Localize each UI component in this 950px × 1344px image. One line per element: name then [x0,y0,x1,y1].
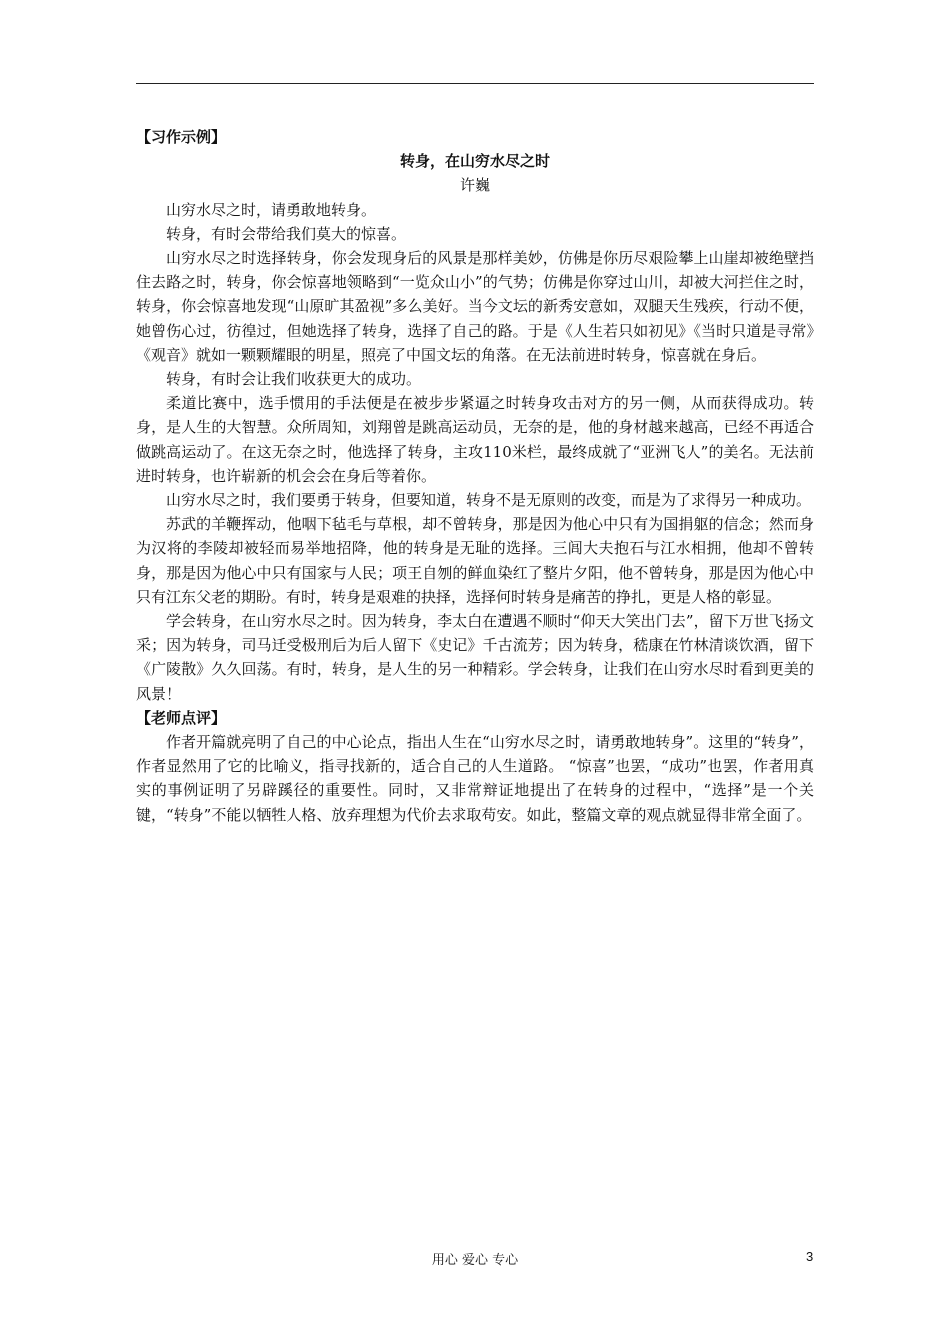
footer-motto: 用心 爱心 专心 [431,1253,519,1268]
essay-paragraph: 苏武的羊鞭挥动，他咽下毡毛与草根，却不曾转身，那是因为他心中只有为国捐躯的信念；然而身为汉将的李陵却被轻而易举地招降，他的转身是无耻的选择。三闾大夫抱石与江水相拥，他却不曾转身，那是因为他心中只有国家与人民；项王自刎的鲜血染红了整片夕阳，他不曾转身，那是因为他心中只有江东父老的期盼。有时，转身是艰难的抉择，选择何时转身是痛苦的挣扎，更是人格的彰显。 [136,515,814,606]
essay-author: 许巍 [459,176,490,195]
page-number: 3 [806,1249,814,1264]
comment-paragraph: 作者开篇就亮明了自己的中心论点，指出人生在“山穷水尽之时，请勇敢地转身”。这里的“转身”，作者显然用了它的比喻义，指寻找新的，适合自己的人生道路。 “惊喜”也罢，“成功”也罢，作者用真实的事例证明了另辟蹊径的重要性。同时，又非常辩证地提出了在转身的过程中，“选择”是一个关键，“转身”不能以牺牲人格、放弃理想为代价去求取苟安。如此，整篇文章的观点就显得非常全面了。 [136,733,814,824]
essay-paragraph: 柔道比赛中，选手惯用的手法便是在被步步紧逼之时转身攻击对方的另一侧，从而获得成功。转身，是人生的大智慧。众所周知，刘翔曾是跳高运动员，无奈的是，他的身材越来越高，已经不再适合做跳高运动了。在这无奈之时，他选择了转身，主攻110米栏，最终成就了“亚洲飞人”的美名。无法前进时转身，也许崭新的机会会在身后等着你。 [136,394,814,485]
essay-title: 转身，在山穷水尽之时 [399,152,550,171]
essay-paragraph: 山穷水尽之时，请勇敢地转身。 [166,200,377,219]
document-body [136,125,814,827]
essay-paragraph: 山穷水尽之时选择转身，你会发现身后的风景是那样美妙，仿佛是你历尽艰险攀上山崖却被绝壁挡住去路之时，转身，你会惊喜地领略到“一览众山小”的气势；仿佛是你穿过山川，却被大河拦住之时，转身，你会惊喜地发现“山原旷其盈视”多么美好。当今文坛的新秀安意如，双腿天生残疾，行动不便，她曾伤心过，彷徨过，但她选择了转身，选择了自己的路。于是《人生若只如初见》《当时只道是寻常》《观音》就如一颗颗耀眼的明星，照亮了中国文坛的角落。在无法前进时转身，惊喜就在身后。 [136,249,814,364]
section-comment-heading: 【老师点评】 [136,708,227,727]
section-example-heading: 【习作示例】 [136,128,227,146]
essay-paragraph: 山穷水尽之时，我们要勇于转身，但要知道，转身不是无原则的改变，而是为了求得另一种成功。 [166,491,812,510]
header-rule [136,83,814,84]
essay-paragraph: 转身，有时会带给我们莫大的惊喜。 [166,224,407,243]
essay-paragraph: 转身，有时会让我们收获更大的成功。 [166,370,422,389]
essay-paragraph: 学会转身，在山穷水尽之时。因为转身，李太白在遭遇不顺时“仰天大笑出门去”，留下万世飞扬文采；因为转身，司马迁受极刑后为后人留下《史记》千古流芳；因为转身，嵇康在竹林清谈饮酒，留下《广陵散》久久回荡。有时，转身，是人生的另一种精彩。学会转身，让我们在山穷水尽时看到更美的风景！ [136,612,814,703]
